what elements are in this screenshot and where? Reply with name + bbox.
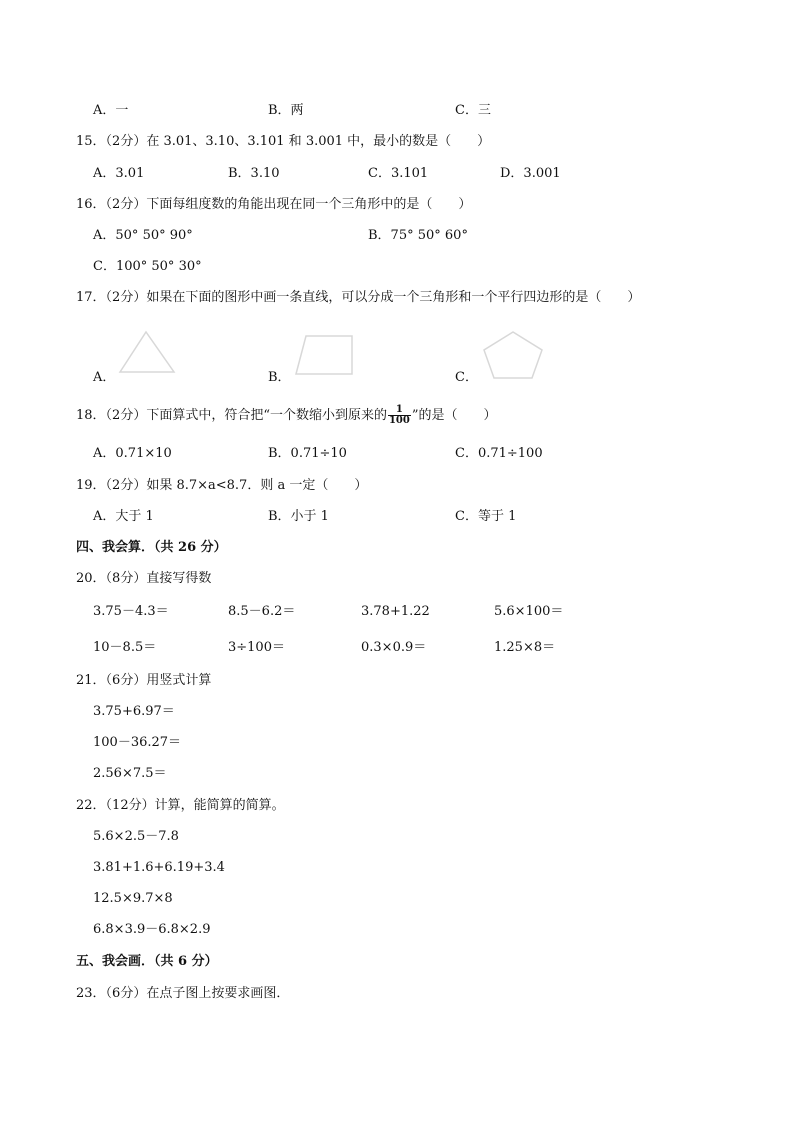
fraction-denominator: 100 bbox=[388, 415, 410, 426]
q22-stem: 22．（12分）计算，能简算的简算。 bbox=[76, 798, 285, 813]
q22-item: 6.8×3.9－6.8×2.9 bbox=[93, 922, 211, 937]
q20-item: 3÷100＝ bbox=[228, 640, 285, 655]
q18-option-b: B．0.71÷10 bbox=[268, 446, 347, 461]
q19-option-b: B．小于 1 bbox=[268, 509, 329, 524]
q20-item: 10－8.5＝ bbox=[93, 640, 157, 655]
q20-item: 1.25×8＝ bbox=[494, 640, 556, 655]
q20-item: 8.5－6.2＝ bbox=[228, 604, 296, 619]
q18-option-c: C．0.71÷100 bbox=[455, 446, 543, 461]
q22-item: 3.81+1.6+6.19+3.4 bbox=[93, 860, 225, 875]
q15-option-b: B．3.10 bbox=[228, 166, 280, 181]
q17-stem: 17．（2分）如果在下面的图形中画一条直线，可以分成一个三角形和一个平行四边形的是（ ） bbox=[76, 290, 641, 305]
trapezoid-figure bbox=[290, 332, 360, 378]
fraction-one-hundredth bbox=[388, 405, 411, 426]
q23-stem: 23．（6分）在点子图上按要求画图． bbox=[76, 986, 290, 1001]
q15-option-d: D．3.001 bbox=[500, 166, 561, 181]
q14-option-c: C．三 bbox=[455, 103, 491, 118]
q20-item: 5.6×100＝ bbox=[494, 604, 564, 619]
q22-item: 5.6×2.5－7.8 bbox=[93, 829, 179, 844]
q14-option-a: A．一 bbox=[93, 103, 129, 118]
q17-option-a: A． bbox=[93, 370, 116, 385]
q20-item: 0.3×0.9＝ bbox=[361, 640, 427, 655]
q20-stem: 20．（8分）直接写得数 bbox=[76, 571, 212, 586]
q18-stem-before: 18．（2分）下面算式中，符合把“一个数缩小到原来的 bbox=[76, 408, 387, 423]
q17-option-b: B． bbox=[268, 370, 291, 385]
triangle-shape bbox=[120, 332, 174, 372]
q19-option-a: A．大于 1 bbox=[93, 509, 154, 524]
triangle-figure bbox=[116, 328, 178, 378]
pentagon-figure bbox=[478, 328, 548, 382]
q15-stem: 15．（2分）在 3.01、3.10、3.101 和 3.001 中，最小的数是（ ） bbox=[76, 134, 491, 149]
q22-item: 12.5×9.7×8 bbox=[93, 891, 173, 906]
q21-item: 2.56×7.5＝ bbox=[93, 766, 167, 781]
q15-option-a: A．3.01 bbox=[93, 166, 145, 181]
q18-stem bbox=[76, 402, 497, 430]
q16-stem: 16．（2分）下面每组度数的角能出现在同一个三角形中的是（ ） bbox=[76, 197, 472, 212]
q21-item: 3.75+6.97＝ bbox=[93, 704, 175, 719]
q14-option-b: B．两 bbox=[268, 103, 304, 118]
q18-stem-after: ”的是（ ） bbox=[411, 408, 497, 423]
q21-stem: 21．（6分）用竖式计算 bbox=[76, 673, 212, 688]
q20-item: 3.75－4.3＝ bbox=[93, 604, 169, 619]
fraction-numerator: 1 bbox=[388, 405, 411, 416]
q20-item: 3.78+1.22 bbox=[361, 604, 430, 619]
q21-item: 100－36.27＝ bbox=[93, 735, 182, 750]
section-4-heading: 四、我会算．（共 26 分） bbox=[76, 540, 227, 555]
pentagon-shape bbox=[484, 332, 542, 378]
q15-option-c: C．3.101 bbox=[368, 166, 429, 181]
q16-option-a: A．50° 50° 90° bbox=[93, 228, 193, 243]
q16-option-c: C．100° 50° 30° bbox=[93, 259, 202, 274]
trapezoid-shape bbox=[296, 336, 352, 374]
q17-option-c: C． bbox=[455, 370, 478, 385]
q16-option-b: B．75° 50° 60° bbox=[368, 228, 468, 243]
q19-option-c: C．等于 1 bbox=[455, 509, 517, 524]
q19-stem: 19．（2分）如果 8.7×a<8.7．则 a 一定（ ） bbox=[76, 478, 368, 493]
section-5-heading: 五、我会画．（共 6 分） bbox=[76, 954, 218, 969]
q18-option-a: A．0.71×10 bbox=[93, 446, 172, 461]
